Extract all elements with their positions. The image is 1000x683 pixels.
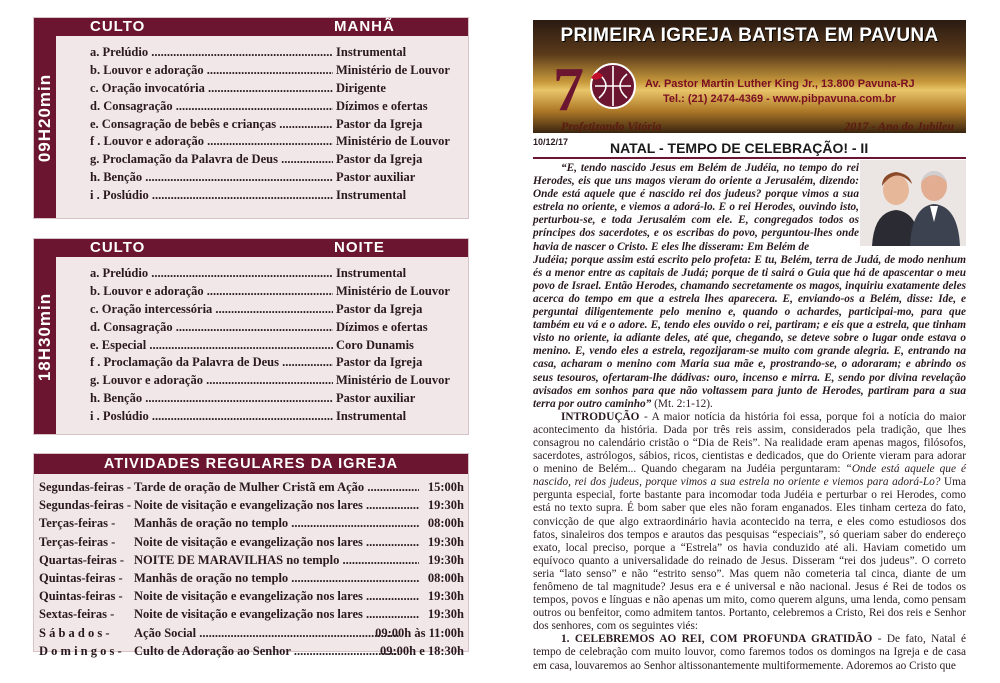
- list-item-value: Pastor da Igreja: [336, 116, 423, 131]
- activity-text: Manhãs de oração no templo .....: [134, 516, 419, 531]
- table-row: [39, 644, 464, 662]
- list-item-value: Pastor da Igreja: [336, 355, 423, 370]
- morning-period-label: MANHÃ: [334, 18, 395, 35]
- activity-time: 19:30h: [427, 534, 464, 549]
- activity-text: Noite de visitação e evangelização nos lares .....: [134, 535, 419, 550]
- article-title: NATAL - TEMPO DE CELEBRAÇÃO! - II: [610, 140, 869, 156]
- activity-day: S á b a d o s -: [39, 625, 110, 640]
- list-item-value: Ministério de Louvor: [336, 283, 450, 298]
- introduction-paragraph: [533, 411, 966, 634]
- activity-time: 08:00h: [427, 570, 464, 585]
- intro-label: INTRODUÇÃO: [561, 410, 640, 423]
- activity-time: 19:30h: [427, 552, 464, 567]
- list-item-value: Pastor da Igreja: [336, 152, 423, 167]
- morning-schedule: [33, 17, 469, 219]
- evening-period-label: NOITE: [334, 239, 385, 256]
- list-item-value: Dízimos e ofertas: [336, 98, 428, 113]
- list-item: [90, 373, 462, 391]
- activity-day: D o m i n g o s -: [39, 643, 122, 658]
- activities-box: [33, 453, 469, 658]
- activities-title: ATIVIDADES REGULARES DA IGREJA: [34, 454, 468, 474]
- church-address: Av. Pastor Martin Luther King Jr., 13.800 Pavuna-RJ: [645, 78, 915, 90]
- scripture-quote-text: Judéia; porque assim está escrito pelo profeta: E tu, Belém, terra de Judá, de modo nenhum és a menor entre as capitais de Judá; porque de ti sairá o Guia que há de apascentar o meu povo de Israel. Então Herodes, chamando secretamente os magos, inquiriu exatamente deles acerca do tempo em que a estrela lhes aparecera. E, enviando-os a Belém, disse: Ide, e perguntai diligentemente pelo menino e, quando o achardes, participai-mo, para que também eu vá e o adore. E, tendo eles ouvido o rei, partiram; e eis que a estrela, que tinham visto no oriente, ia adiante deles, até que, chegando, se deteve sobre o lugar onde estava o menino. E, vendo eles a estrela, regozijaram-se muito com grande alegria. E, entrando na casa, acharam o menino com Maria sua mãe e, prostrando-se, o adoraram; e abrindo os seus tesouros, ofertaram-lhe dádivas: ouro, incenso e mirra. E, sendo por divina revelação avisados em sonhos para que não voltassem para junto de Herodes, partiram para a sua terra por outro caminho”: [533, 253, 966, 410]
- activity-day: Sextas-feiras -: [39, 607, 115, 622]
- list-item: [90, 117, 462, 135]
- table-row: [39, 480, 464, 498]
- list-item: [90, 284, 462, 302]
- activity-day: Segundas-feiras -: [39, 480, 132, 494]
- point-one-paragraph: [533, 633, 966, 672]
- activity-text: Tarde de oração de Mulher Cristã em Ação .....: [134, 480, 419, 495]
- intro-text-a: - A maior notícia da história foi essa, porque foi a notícia do maior acontecimento da história. Dada por três reis assim, considerados pela tradição, que lhes consagrou no calendário cristão o “Dia de Reis”. Na realidade eram apenas magos, filósofos, sacerdotes, astrólogos, sábios, ricos, cientistas e dedicados, que do Oriente vieram para adorar o menino de Belém... Quando chegaram na Judéia perguntaram:: [533, 410, 966, 476]
- list-item-label: e. Consagração de bebês e crianças .....: [90, 117, 333, 132]
- scripture-quote-part1: “E, tendo nascido Jesus em Belém de Judéia, no tempo do rei Herodes, eis que uns magos vieram do oriente a Jerusalém, dizendo: Onde está aquele que é nascido rei dos judeus? porque vimos a sua estrela no oriente, e viemos a adorá-lo. E o rei Herodes, ouvindo isto, perturbou-se, e toda Jerusalém com ele. E, congregados todos os príncipes dos sacerdotes, e os escribas do povo, perguntou-lhes onde havia de nascer o Cristo. E eles lhe disseram: Em Belém de: [533, 162, 859, 253]
- scripture-reference: (Mt. 2:1-12).: [651, 397, 713, 410]
- activity-day: Segundas-feiras -: [39, 498, 132, 513]
- list-item-value: Instrumental: [336, 45, 407, 59]
- point-one-label: 1. CELEBREMOS AO REI, COM PROFUNDA GRATIDÃO: [561, 633, 873, 646]
- jubilee-logo-icon: [551, 56, 643, 116]
- church-slogan: Profetizando Vitória: [561, 119, 662, 133]
- evening-time: 18H30min: [35, 292, 54, 381]
- list-item: [90, 170, 462, 188]
- title-divider: [533, 157, 966, 159]
- morning-culto-label: CULTO: [90, 18, 146, 35]
- article-body: [533, 162, 966, 673]
- activity-time: 19:30h: [427, 498, 464, 513]
- list-item-value: Dízimos e ofertas: [336, 319, 428, 334]
- list-item-label: h. Benção .....: [90, 391, 333, 406]
- intro-quote: “Onde está aquele que é nascido, rei dos judeus, porque vimos a sua estrela no oriente e viemos para adorá-Lo?: [533, 463, 966, 489]
- list-item-label: b. Louvor e adoração .....: [90, 284, 333, 299]
- list-item: [90, 338, 462, 356]
- list-item: [90, 81, 462, 99]
- evening-time-tab: [34, 239, 56, 434]
- list-item: [90, 266, 462, 284]
- list-item-label: d. Consagração .....: [90, 320, 333, 335]
- table-row: [39, 553, 464, 571]
- list-item-label: i . Poslúdio .....: [90, 409, 333, 424]
- jubilee-logo: [551, 56, 643, 116]
- intro-text-b: Uma pergunta especial, forte bastante para incomodar toda Judéia e perturbar o rei Herodes, como está no texto supra. É bom saber que eles não foram enganados. Eles tinham certeza do fato, convicção de que algo extraordinário havia acontecido na terra, e eles como estudiosos dos fatos, sinaleiros dos tempos e arautos das pesquisas “especiais”, só queriam saber do endereço exato, local preciso, porque a “Estrela” os havia conduzido até ali. Haviam cometido um equívoco quanto a universalidade do reinado de Jesus. Disseram “rei dos judeus”. O correto seria “lato senso” e não “estrito senso”. Mas quem não cometeria tal cinca, diante de um fenômeno de tal magnitude? Jesus era e é universal e não nacional. Jesus é Rei de todos os tempos, povos e línguas e não apenas um mito, como querem alguns, uma lenda, como pensam outros ou benfeitor, como admitem tantos. Portanto, celebremos a Cristo, Rei dos reis e Senhor dos senhores, com os seguintes viés:: [533, 476, 966, 633]
- list-item-label: f . Proclamação da Palavra de Deus .....: [90, 355, 333, 370]
- list-item-label: i . Poslúdio .....: [90, 188, 333, 203]
- church-contact: Tel.: (21) 2474-4369 - www.pibpavuna.com.br: [663, 93, 896, 105]
- list-item-label: c. Oração invocatória .....: [90, 81, 333, 96]
- evening-culto-label: CULTO: [90, 239, 146, 256]
- list-item: [90, 134, 462, 152]
- activities-rows: [39, 480, 464, 662]
- list-item-value: Coro Dunamis: [336, 337, 414, 352]
- list-item: [90, 320, 462, 338]
- morning-header: [56, 18, 468, 36]
- activity-text: Culto de Adoração ao Senhor .....: [134, 644, 399, 659]
- evening-rows: [90, 266, 462, 427]
- activity-time: 09:00h às 11:00h: [375, 625, 464, 640]
- activity-day: Quintas-feiras -: [39, 589, 123, 604]
- list-item-label: g. Proclamação da Palavra de Deus .....: [90, 152, 333, 167]
- activity-time: 08:00h: [427, 516, 464, 531]
- activity-time: 09:00h e 18:30h: [379, 643, 464, 658]
- list-item-value: Ministério de Louvor: [336, 373, 450, 388]
- table-row: [39, 607, 464, 625]
- list-item-value: Ministério de Louvor: [336, 62, 450, 77]
- table-row: [39, 498, 464, 516]
- article-date: 10/12/17: [533, 137, 569, 147]
- list-item: [90, 99, 462, 117]
- morning-time: 09H20min: [35, 73, 54, 163]
- list-item-value: Dirigente: [336, 80, 386, 95]
- list-item-value: Instrumental: [336, 188, 407, 203]
- table-row: [39, 571, 464, 589]
- evening-schedule: [33, 238, 469, 435]
- list-item-label: e. Especial .....: [90, 338, 333, 353]
- activity-day: Quartas-feiras -: [39, 552, 125, 567]
- list-item-label: f . Louvor e adoração .....: [90, 134, 333, 149]
- activity-time: 19:30h: [427, 589, 464, 604]
- activity-text: Noite de visitação e evangelização nos lares .....: [134, 498, 419, 513]
- list-item-label: h. Benção .....: [90, 170, 333, 185]
- list-item-value: Pastor da Igreja: [336, 301, 423, 316]
- list-item-value: Instrumental: [336, 409, 407, 424]
- list-item-label: b. Louvor e adoração .....: [90, 63, 333, 78]
- list-item-label: c. Oração intercessória .....: [90, 302, 333, 317]
- point-one-text: - De fato, Natal é tempo de celebração com muito louvor, como faremos todos os domingos na Igreja e de casa em casa, louvaremos ao Senhor altissonantemente multiformemente. Adoremos ao Cristo que: [533, 633, 967, 672]
- table-row: [39, 626, 464, 644]
- activity-day: Terças-feiras -: [39, 516, 116, 531]
- activity-day: Terças-feiras -: [39, 534, 116, 549]
- list-item-label: g. Louvor e adoração .....: [90, 373, 333, 388]
- morning-rows: [90, 45, 462, 206]
- list-item-label: a. Prelúdio .....: [90, 45, 333, 60]
- church-name: PRIMEIRA IGREJA BATISTA EM PAVUNA: [560, 25, 939, 46]
- activity-text: Manhãs de oração no templo .....: [134, 571, 419, 586]
- list-item: [90, 409, 462, 427]
- activity-text: Noite de visitação e evangelização nos lares .....: [134, 589, 419, 604]
- list-item-label: d. Consagração .....: [90, 99, 333, 114]
- list-item: [90, 302, 462, 320]
- morning-time-tab: [34, 18, 56, 218]
- activity-day: Quintas-feiras -: [39, 570, 123, 585]
- table-row: [39, 589, 464, 607]
- list-item: [90, 152, 462, 170]
- activity-time: 15:00h: [427, 480, 464, 494]
- table-row: [39, 516, 464, 534]
- list-item: [90, 45, 462, 63]
- scripture-quote-part2: [533, 254, 966, 411]
- church-banner: [533, 20, 966, 133]
- logo-digit: 7: [553, 56, 584, 116]
- table-row: [39, 535, 464, 553]
- activity-text: Ação Social .....: [134, 626, 399, 641]
- evening-header: [56, 239, 468, 257]
- list-item-value: Ministério de Louvor: [336, 134, 450, 149]
- list-item-label: a. Prelúdio .....: [90, 266, 333, 281]
- list-item: [90, 188, 462, 206]
- list-item: [90, 391, 462, 409]
- list-item: [90, 355, 462, 373]
- activity-text: Noite de visitação e evangelização nos lares .....: [134, 607, 419, 622]
- list-item-value: Instrumental: [336, 266, 407, 280]
- list-item-value: Pastor auxiliar: [336, 170, 416, 185]
- list-item-value: Pastor auxiliar: [336, 391, 416, 406]
- church-year-theme: 2017 - Ano do Jubileu: [844, 119, 954, 133]
- list-item: [90, 63, 462, 81]
- activity-time: 19:30h: [427, 607, 464, 622]
- activity-text: NOITE DE MARAVILHAS no templo .....: [134, 553, 419, 568]
